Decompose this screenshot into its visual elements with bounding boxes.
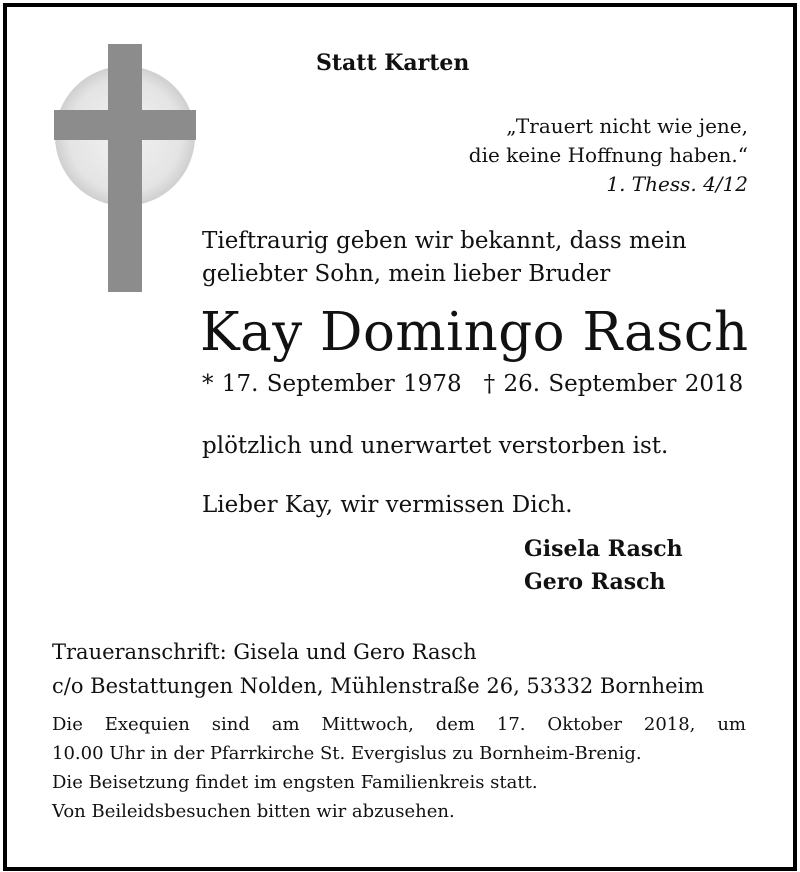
mourning-address: [52, 635, 704, 703]
announcement-line-1: Tieftraurig geben wir bekannt, dass mein: [202, 228, 687, 254]
details-line: Die Exequien sind am Mittwoch, dem 17. Oktober 2018, um: [52, 714, 746, 735]
passing-text: plötzlich und unerwartet verstorben ist.: [202, 433, 669, 459]
verse-reference: 1. Thess. 4/12: [606, 172, 748, 196]
announcement-text: [202, 225, 687, 291]
mourner-name: Gero Rasch: [524, 569, 666, 595]
birth-date: * 17. September 1978: [202, 371, 462, 397]
verse-line-1: „Trauert nicht wie jene,: [506, 114, 748, 138]
deceased-name: Kay Domingo Rasch: [200, 302, 749, 363]
bible-verse: [300, 112, 748, 199]
notice-heading: Statt Karten: [316, 50, 470, 76]
details-line: Von Beileidsbesuchen bitten wir abzusehen.: [52, 801, 455, 822]
death-date: † 26. September 2018: [483, 371, 744, 397]
life-dates: [202, 371, 743, 397]
celtic-cross-icon: [50, 44, 200, 292]
address-line-2: c/o Bestattungen Nolden, Mühlenstraße 26, 53332 Bornheim: [52, 674, 705, 698]
address-line-1: Traueranschrift: Gisela und Gero Rasch: [52, 640, 477, 664]
farewell-text: Lieber Kay, wir vermissen Dich.: [202, 492, 573, 518]
announcement-line-2: geliebter Sohn, mein lieber Bruder: [202, 261, 611, 287]
details-line: Die Beisetzung findet im engsten Familienkreis statt.: [52, 772, 538, 793]
mourner-name: Gisela Rasch: [524, 536, 683, 562]
verse-line-2: die keine Hoffnung haben.“: [468, 143, 748, 167]
mourners-signature: [524, 533, 683, 599]
funeral-details: [52, 710, 746, 826]
details-line: 10.00 Uhr in der Pfarrkirche St. Evergislus zu Bornheim-Brenig.: [52, 743, 642, 764]
